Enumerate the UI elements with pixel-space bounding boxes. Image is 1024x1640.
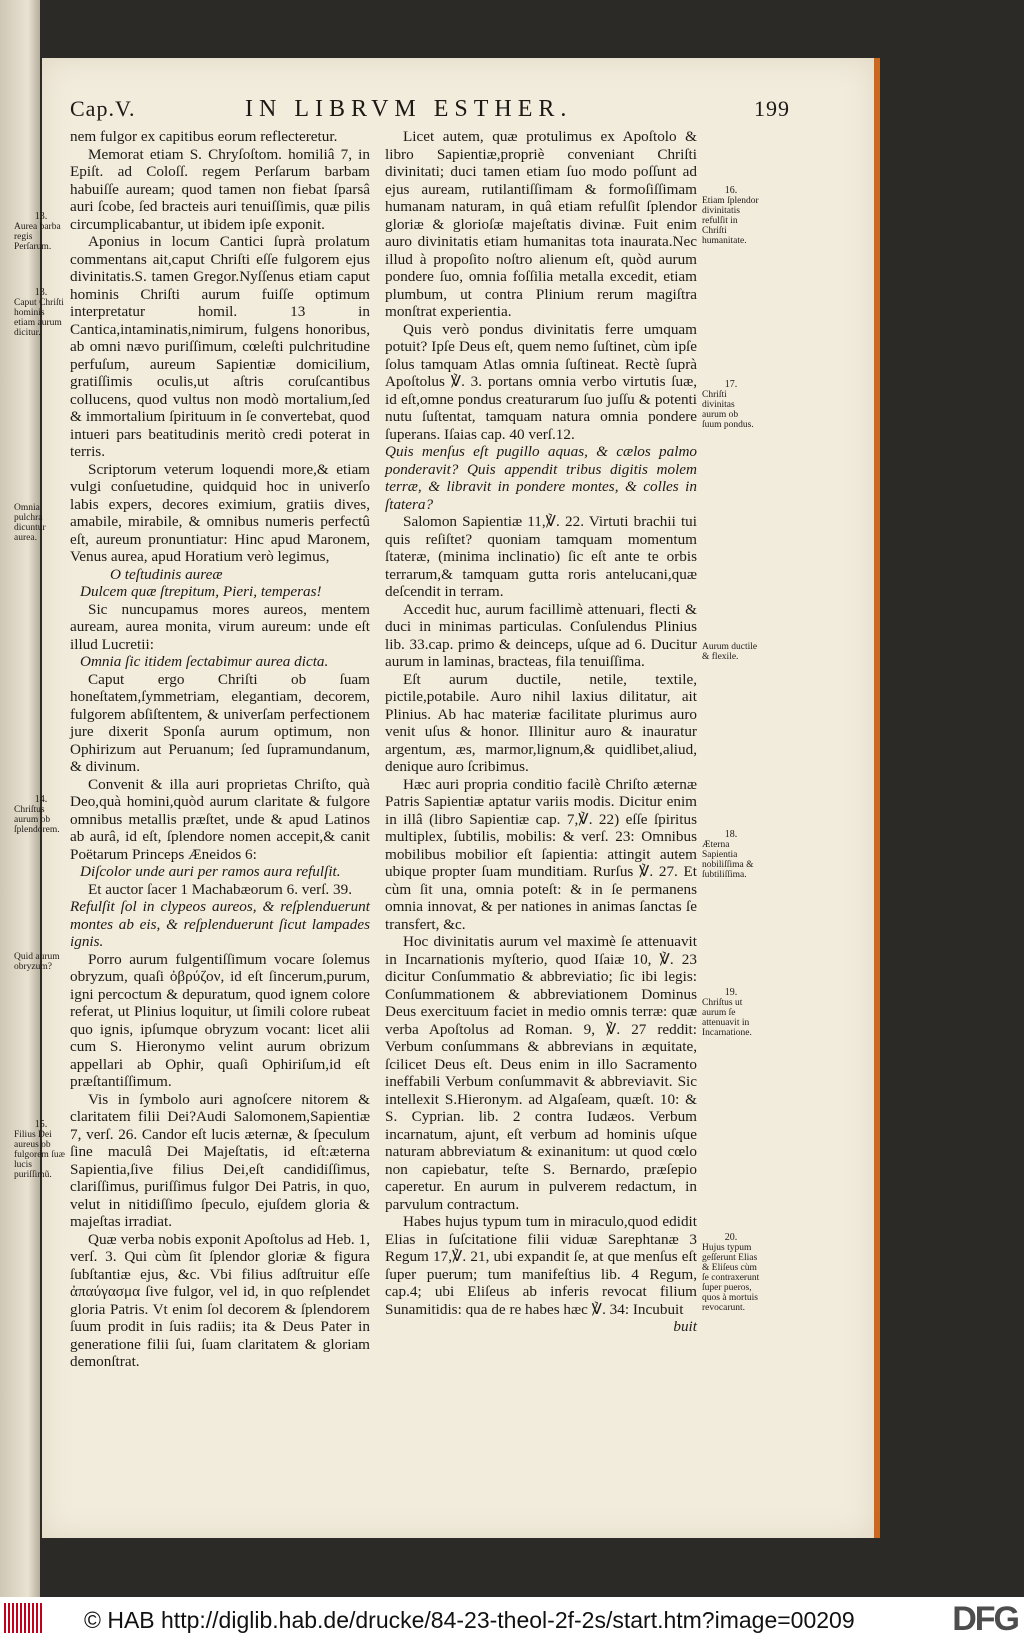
page-edge [874,58,880,1538]
margin-note: 19. Chriſtus ut aurum ſe attenuavit in Incarnatione. [702,987,752,1038]
paragraph: Convenit & illa auri proprietas Chriſto, quà Deo,quà homini,quòd aurum claritate & fulgore omnibus metallis præſtet, unde & apud Latinos ab aurâ, id eſt, ſplendore nomen accepit,& canit Poëtarum Princeps Æneidos 6: [70,775,370,863]
margin-note: 18. Æterna Sapientia nobiliſſima & ſubtiliſſima. [702,829,754,880]
paragraph: Accedit huc, aurum facillimè attenuari, flecti & duci in minimas particulas. Conſulendus Plinius lib. 33.cap. primo & deinceps, uſque ad 6. Ducitur aurum in laminas, bracteas, fila tenuiſſima. [385,600,697,670]
chapter-label: Cap.V. [70,96,136,121]
library-footer [0,1597,1024,1640]
paragraph: Licet autem, quæ protulimus ex Apoſtolo & libro Sapientiæ,propriè conveniant Chriſti divinitati; duci tamen etiam ſuo modo poſſunt ad ejus auream, rutilantiſſimam & formoſiſſimam humanam naturam, in quâ etiam refulſit ſplendor gloriæ & glorioſæ majeſtatis divinæ. Fuit enim auro divinitatis etiam humanitas tota inaurata.Nec illud à propoſito noſtro alienum eſt, quòd aurum pondere ſuo, omnia foſſilia metalla excedit, etiam plumbum, ut contra Plinium rerum magiſtra monſtrat experientia. [385,128,697,320]
catchword: buit [673,1318,697,1335]
left-column [70,128,370,1371]
page-number: 199 [754,96,790,121]
paragraph: Porro aurum fulgentiſſimum vocare ſolemus obryzum, quaſi ὀβρύζον, id eſt ſincerum,purum, igni percoctum & depuratum, quod ignem colore referat, ut Plinius loquitur, ut ſimili colore rubeat quo ignis, ipſumque obryzum vocant: licet alii cum S. Hieronymo velint aurum obrizum appellari ab Ophir, quaſi Ophiriſum,id eſt præſtantiſſimum. [70,950,370,1090]
dfg-logo: DFG [952,1600,1018,1638]
verse-quote: Diſcolor unde auri per ramos aura refulſit. [80,863,341,880]
verse-quote: Omnia ſic itidem ſectabimur aurea dicta. [80,653,329,670]
margin-note: 16. Etiam ſplendor divinitatis refulſit in Chriſti humanitate. [702,185,759,246]
paragraph: Caput ergo Chriſti ob ſuam honeſtatem,ſymmetriam, elegantiam, decorem, fulgorem abſiſtentem, & univerſam perfectionem jure dixerit Sponſa aurum optimum, non Ophirizum aut Peruanum; ſed ſupramundanum, & divinum. [70,670,370,775]
verse-quote: Dulcem quæ ſtrepitum, Pieri, temperas! [80,583,322,600]
running-title: IN LIBRVM ESTHER. [245,96,573,122]
paragraph: Et auctor ſacer 1 Machabæorum 6. verſ. 39. [88,880,353,898]
paragraph: Memorat etiam S. Chryſoſtom. homiliâ 7, in Epiſt. ad Coloſſ. regem Perſarum barbam habuiſſe auream; quod tamen non fiebat ſparsâ auri ſcobe, ſed bracteis auri tenuiſſimis, quæ pilis circumplicabantur, ut ibidem ipſe exponit. [70,145,370,233]
margin-note: 13. Caput Chriſti hominis etiam aurum dicitur. [14,287,64,338]
paragraph: Salomon Sapientiæ 11,℣. 22. Virtuti brachii tui quis reſiſtet? quoniam tamquam momentum ſtateræ, (minima inclinatio) ſic eſt ante te orbis terrarum,& tamquam gutta roris antelucani,quæ deſcendit in terram. [385,513,697,600]
scripture-quote: Refulſit ſol in clypeos aureos, & reſplenduerunt montes ab eis, & reſplenduerunt ſicut lampades ignis. [70,898,370,950]
margin-note: 13. Aurea barba regis Perſarum. [14,211,61,252]
scripture-quote: Quis menſus eſt pugillo aquas, & cælos palmo ponderavit? Quis appendit tribus digitis molem terræ, & libravit in pondere montes, & colles in ſtatera? [385,443,697,513]
right-column [385,128,697,1336]
verse-quote: O teſtudinis aureæ [110,565,223,583]
paragraph: Vis in ſymbolo auri agnoſcere nitorem & claritatem filii Dei?Audi Salomonem,Sapientiæ 7, verſ. 26. Candor eſt lucis æternæ, & ſpeculum ſine maculâ Dei Majeſtatis, id eſt:æterna Sapientia,ſive filius Dei,eſt candidiſſimus, clariſſimus, puriſſimus fulgor Dei Patris, in quo, velut in nitidiſſimo ſpeculo, ejuſdem gloria & majeſtas irradiat. [70,1090,370,1230]
paragraph: Aponius in locum Cantici ſuprà prolatum commentans ait,caput Chriſti eſſe fulgorem ejus divinitatis.S. tamen Gregor.Nyſſenus etiam caput hominis Chriſti aurum fuiſſe optimum interpretatur homil. 13 in Cantica,intaminatis,nimirum, fulgens honoribus, ab omni nævo puriſſimum, cœleſti pulchritudine perfuſum, aureum Sapientiæ domicilium, gratiſſimis oculis,ut aſtris coruſcantibus collucens, quod vultus non modò mortalium,ſed & immortalium ſpirituum in ſe convertebat, quod intueri pars beatitudinis meritò credi poterat in terris. [70,233,370,460]
paragraph: Sic nuncupamus mores aureos, mentem auream, aurea monita, virum aureum: unde eſt illud Lucretii: [70,600,370,653]
source-url[interactable]: © HAB http://diglib.hab.de/drucke/84-23-theol-2f-2s/start.htm?image=00209 [84,1607,855,1633]
margin-note: Quid aurum obryzum? [14,952,60,972]
paragraph: Hoc divinitatis aurum vel maximè ſe attenuavit in Incarnationis myſterio, quod Iſaiæ 10, ℣. 23 dicitur Conſummatio & abbreviatio; ſic ibi legis: Conſummationem & abbreviationem Dominus Deus exercituum faciet in medio omnis terræ: quæ verba Apoſtolus ad Roman. 9, ℣. 27 reddit: Verbum conſummans & abbrevians in æquitate, ſcilicet Deus eſt. Deus enim in illo Sacramento ineffabili Verbum conſummavit & abbreviavit. Sic intellexit S.Hieronym. ad Algaſeam, quæſt. 10: & S. Cyprian. lib. 2 contra Iudæos. Verbum incarnatum, ajunt, eſt verbum ad hominis uſque naturam abbreviatum & exinanitum: ut quod cœlo non capiebatur, teſte S. Bernardo, præſepio caperetur. En aurum in pulverem redactum, in parvulum contractum. [385,933,697,1213]
margin-note: Omnia pulchra dicuntur aurea. [14,503,46,543]
paragraph: nem fulgor ex capitibus eorum reflecteretur. [70,128,338,145]
margin-note: 20. Hujus typum geſſerunt Elias & Eliſeus cùm ſe contraxerunt ſuper pueros, quos à mortuis revocarunt. [702,1232,760,1313]
paragraph: Quis verò pondus divinitatis ferre umquam potuit? Ipſe Deus eſt, quem nemo ſuſtinet, cùm ipſe ſolus tamquam Atlas omnia ſuſtineat. Rectè ſuprà Apoſtolus ℣. 3. portans omnia verbo virtutis ſuæ, id eſt,omne pondus creaturarum ſuo juſſu & potenti nutu ſuſtentat, tamquam natura omnia pondere ſuperans. Iſaias cap. 40 verſ.12. [385,320,697,443]
margin-note: 17. Chriſti divinitas aurum ob ſuum pondus. [702,379,754,430]
paragraph: Scriptorum veterum loquendi more,& etiam vulgi conſuetudine, quidquid hoc in univerſo labis expers, decores eximium, gratiis dives, amabile, mirabile, & omnibus numeris perfectû eſt, aureum pronuntiatur: Hinc apud Maronem, Venus aurea, apud Horatium verò legimus, [70,460,370,565]
margin-note: 14. Chriſtus aurum ob ſplendorem. [14,794,60,835]
margin-note: Aurum ductile & flexile. [702,642,758,662]
margin-note: 15. Filius Dei aureus ob fulgorem ſuæ lucis puriſſimũ. [14,1119,65,1180]
paragraph: Quæ verba nobis exponit Apoſtolus ad Heb. 1, verſ. 3. Qui cùm ſit ſplendor gloriæ & figura ſubſtantiæ ejus, &c. Vbi filius adſtruitur eſſe ἀπαύγασμα ſive fulgor, vel id, in quo reſplendet gloria Patris. Vt enim ſol decorem & ſplendorem ſuum prodit in ſuis radiis; ita & Deus Pater in generatione filii ſui, ſuam claritatem & gloriam demonſtrat. [70,1230,370,1370]
paragraph: Hæc auri propria conditio facilè Chriſto æternæ Patris Sapientiæ aptatur variis modis. Dicitur enim in illâ (libro Sapientiæ cap. 7,℣. 22) eſſe ſpiritus multiplex, ſubtilis, mobilis: & verſ. 23: Omnibus mobilibus mobilior eſt ſapientia: attingit autem ubique propter ſuam munditiam. Rurſus ℣. 27. Et cùm ſit una, omnia poteſt: & in ſe permanens omnia innovat, & per nationes in animas ſanctas ſe transfert, &c. [385,775,697,933]
paragraph: Eſt aurum ductile, netile, textile, pictile,potabile. Auro nihil laxius dilitatur, ait Plinius. Ab hac materiæ facilitate plurimus auro venit uſus & honor. Illinitur auro & inauratur argentum, æs, marmor,lignum,& quidlibet,aliud, denique auro ſcribimus. [385,670,697,775]
paragraph: Habes hujus typum tum in miraculo,quod edidit Elias in ſuſcitatione filii viduæ Sarephtanæ 3 Regum 17,℣. 21, ubi expandit ſe, at que menſus eſt ſuper puerum; tum manifeſtius lib. 4 Regum, cap.4; ubi Eliſeus ab inferis revocat filium Sunamitidis: qua de re habes hæc ℣. 34: Incubuit [385,1213,697,1318]
barcode-icon [4,1603,44,1633]
